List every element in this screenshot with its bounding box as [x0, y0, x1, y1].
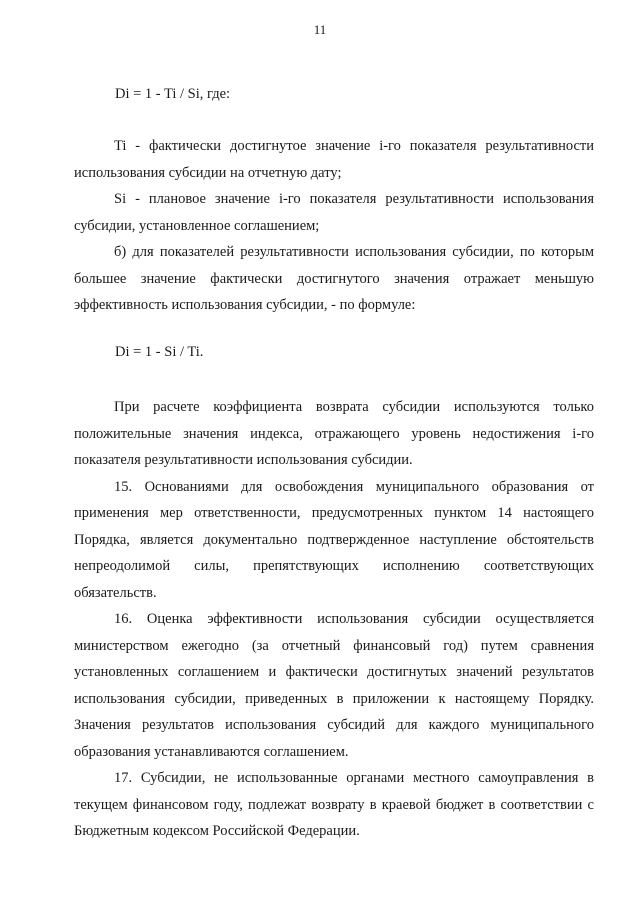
paragraph-15: 15. Основаниями для освобождения муниципального образования от применения мер ответственности, предусмотренных пунктом 14 настоящего Порядка, является документально подтвержденное наступление обстоятельств непреодолимой силы, препятствующих исполнению соответствующих обязательств.: [74, 478, 594, 601]
paragraph-17: 17. Субсидии, не использованные органами местного самоуправления в текущем финансовом году, подлежат возврату в краевой бюджет в соответствии с Бюджетным кодексом Российской Федерации.: [74, 770, 594, 839]
paragraph-b: б) для показателей результативности использования субсидии, по которым большее значение фактически достигнутого значения отражает меньшую эффективность использования субсидии, - по формуле:: [74, 244, 594, 313]
definitions-block: [74, 133, 594, 319]
paragraph-16: 16. Оценка эффективности использования субсидии осуществляется министерством ежегодно (за отчетный финансовый год) путем сравнения установленных соглашением и фактически достигнутых значений результатов использования субсидии, приведенных в приложении к настоящему Порядку. Значения результатов использования субсидий для каждого муниципального образования устанавливаются соглашением.: [74, 611, 594, 760]
main-text-block: [74, 394, 594, 845]
formula-di-si-ti: Di = 1 - Si / Ti.: [115, 344, 204, 360]
page-number: 11: [313, 22, 327, 37]
paragraph-si-definition: Si - плановое значение i-го показателя результативности использования субсидии, установленное соглашением;: [74, 191, 594, 234]
formula-di-ti-si: Di = 1 - Ti / Si, где:: [115, 86, 231, 102]
paragraph-calculation: При расчете коэффициента возврата субсидии используются только положительные значения индекса, отражающего уровень недостижения i-го показателя результативности использования субсидии.: [74, 399, 594, 468]
paragraph-ti-definition: Ti - фактически достигнутое значение i-го показателя результативности использования субсидии на отчетную дату;: [74, 138, 594, 181]
